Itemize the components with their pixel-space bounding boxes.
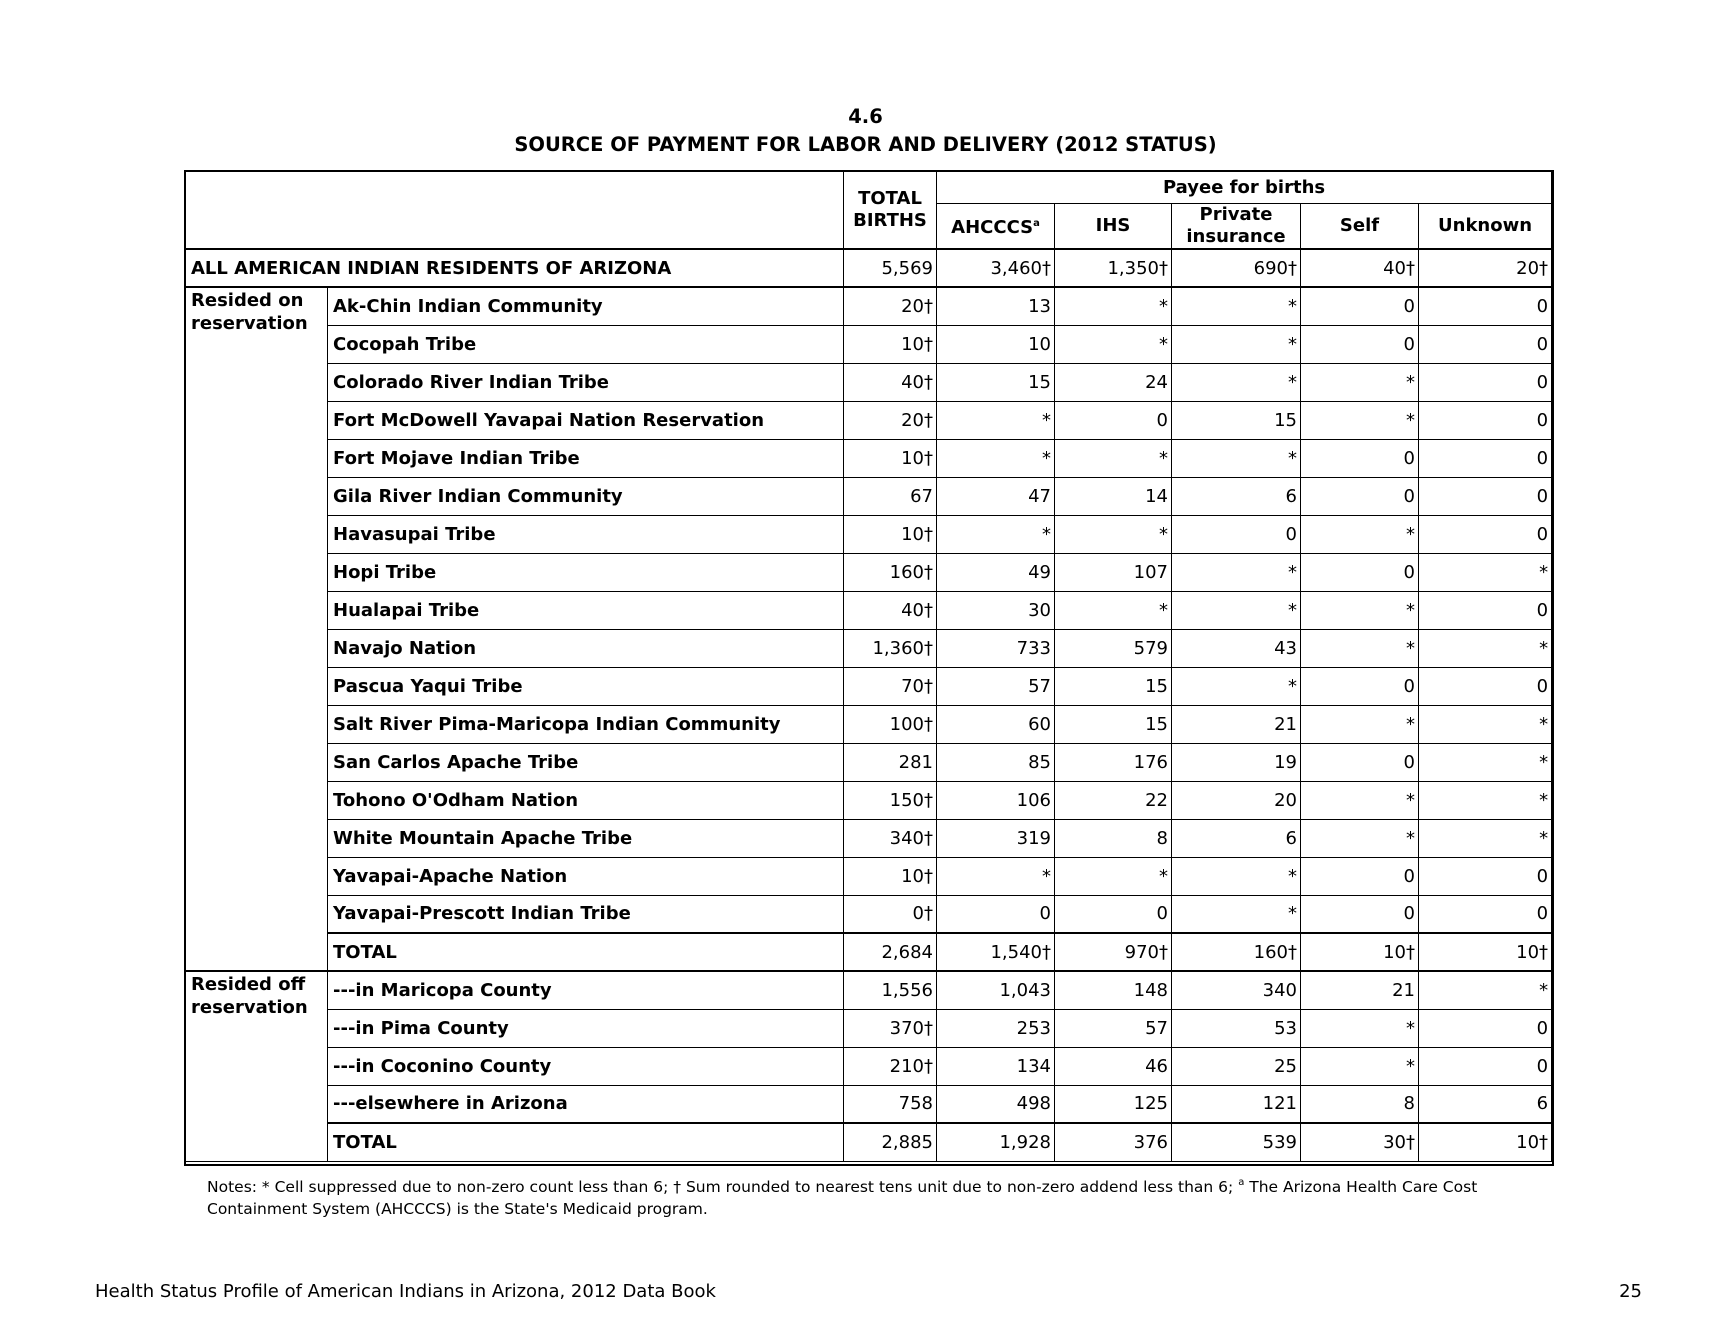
ahcccs-cell: 1,928 <box>937 1123 1055 1161</box>
ihs-cell: 14 <box>1055 477 1172 515</box>
header-total-births: TOTAL BIRTHS <box>844 172 937 250</box>
total-births-cell: 10† <box>844 439 937 477</box>
ihs-cell: 8 <box>1055 819 1172 857</box>
private-cell: * <box>1172 325 1301 363</box>
table-row <box>186 819 1552 857</box>
unknown-cell: 0 <box>1419 857 1552 895</box>
self-cell: 10† <box>1301 933 1419 971</box>
ihs-cell: * <box>1055 591 1172 629</box>
ihs-cell: 107 <box>1055 553 1172 591</box>
total-births-cell: 10† <box>844 325 937 363</box>
unknown-cell: * <box>1419 553 1552 591</box>
unknown-cell: * <box>1419 971 1552 1009</box>
total-births-cell: 5,569 <box>844 249 937 287</box>
total-births-cell: 150† <box>844 781 937 819</box>
ihs-cell: * <box>1055 287 1172 325</box>
table-heading: SOURCE OF PAYMENT FOR LABOR AND DELIVERY (2012 STATUS) <box>514 133 1217 156</box>
header-ihs: IHS <box>1055 204 1172 250</box>
self-cell: 0 <box>1301 895 1419 933</box>
private-cell: * <box>1172 553 1301 591</box>
self-cell: 0 <box>1301 439 1419 477</box>
ahcccs-cell: * <box>937 401 1055 439</box>
private-cell: * <box>1172 287 1301 325</box>
row-label: Hopi Tribe <box>328 553 844 591</box>
ahcccs-cell: 134 <box>937 1047 1055 1085</box>
private-cell: 53 <box>1172 1009 1301 1047</box>
ihs-cell: * <box>1055 439 1172 477</box>
header-payee-group: Payee for births <box>937 172 1552 204</box>
unknown-cell: * <box>1419 743 1552 781</box>
ahcccs-cell: * <box>937 515 1055 553</box>
unknown-cell: 0 <box>1419 401 1552 439</box>
header-row-1 <box>186 172 1552 204</box>
self-cell: * <box>1301 591 1419 629</box>
table-row <box>186 629 1552 667</box>
self-cell: * <box>1301 515 1419 553</box>
table-row <box>186 401 1552 439</box>
ahcccs-cell: * <box>937 857 1055 895</box>
ihs-cell: 0 <box>1055 895 1172 933</box>
table-row <box>186 667 1552 705</box>
self-cell: 30† <box>1301 1123 1419 1161</box>
unknown-cell: 0 <box>1419 477 1552 515</box>
row-label: Fort Mojave Indian Tribe <box>328 439 844 477</box>
row-label: Fort McDowell Yavapai Nation Reservation <box>328 401 844 439</box>
total-births-cell: 67 <box>844 477 937 515</box>
unknown-cell: 0 <box>1419 591 1552 629</box>
row-label: Salt River Pima-Maricopa Indian Community <box>328 705 844 743</box>
ahcccs-cell: 498 <box>937 1085 1055 1123</box>
ahcccs-cell: 0 <box>937 895 1055 933</box>
row-label: Gila River Indian Community <box>328 477 844 515</box>
ahcccs-cell: 13 <box>937 287 1055 325</box>
ihs-cell: 24 <box>1055 363 1172 401</box>
ahcccs-cell: 47 <box>937 477 1055 515</box>
row-label: Havasupai Tribe <box>328 515 844 553</box>
ahcccs-cell: * <box>937 439 1055 477</box>
private-cell: 21 <box>1172 705 1301 743</box>
row-label: ---in Maricopa County <box>328 971 844 1009</box>
ihs-cell: 579 <box>1055 629 1172 667</box>
total-births-cell: 40† <box>844 363 937 401</box>
table-row <box>186 1009 1552 1047</box>
payment-source-table <box>185 171 1552 1162</box>
total-births-cell: 10† <box>844 857 937 895</box>
self-cell: 8 <box>1301 1085 1419 1123</box>
total-row <box>186 933 1552 971</box>
table-row <box>186 1047 1552 1085</box>
row-label: Yavapai-Apache Nation <box>328 857 844 895</box>
ahcccs-cell: 253 <box>937 1009 1055 1047</box>
table-row <box>186 1085 1552 1123</box>
private-cell: * <box>1172 895 1301 933</box>
table-row <box>186 971 1552 1009</box>
private-cell: 43 <box>1172 629 1301 667</box>
self-cell: 0 <box>1301 743 1419 781</box>
ahcccs-cell: 85 <box>937 743 1055 781</box>
self-cell: * <box>1301 819 1419 857</box>
total-births-cell: 2,684 <box>844 933 937 971</box>
notes-text-2: The Arizona Health Care Cost Containment System (AHCCCS) is the State's Medicaid program. <box>207 1178 1478 1218</box>
table-row <box>186 591 1552 629</box>
self-cell: 0 <box>1301 477 1419 515</box>
total-births-cell: 1,556 <box>844 971 937 1009</box>
row-label: ---elsewhere in Arizona <box>328 1085 844 1123</box>
private-cell: * <box>1172 857 1301 895</box>
row-label: Cocopah Tribe <box>328 325 844 363</box>
self-cell: * <box>1301 705 1419 743</box>
header-unknown: Unknown <box>1419 204 1552 250</box>
row-label: Hualapai Tribe <box>328 591 844 629</box>
row-label: Yavapai-Prescott Indian Tribe <box>328 895 844 933</box>
private-cell: 340 <box>1172 971 1301 1009</box>
private-cell: * <box>1172 439 1301 477</box>
self-cell: * <box>1301 401 1419 439</box>
self-cell: 0 <box>1301 667 1419 705</box>
total-births-cell: 2,885 <box>844 1123 937 1161</box>
total-births-cell: 20† <box>844 401 937 439</box>
unknown-cell: 6 <box>1419 1085 1552 1123</box>
page-number: 25 <box>1619 1281 1642 1302</box>
table-number: 4.6 <box>848 105 883 128</box>
row-label: White Mountain Apache Tribe <box>328 819 844 857</box>
unknown-cell: 0 <box>1419 287 1552 325</box>
ahcccs-cell: 3,460† <box>937 249 1055 287</box>
table-row <box>186 705 1552 743</box>
table-row <box>186 287 1552 325</box>
total-births-cell: 1,360† <box>844 629 937 667</box>
unknown-cell: 0 <box>1419 439 1552 477</box>
unknown-cell: 10† <box>1419 933 1552 971</box>
unknown-cell: * <box>1419 705 1552 743</box>
header-self: Self <box>1301 204 1419 250</box>
total-births-cell: 210† <box>844 1047 937 1085</box>
private-cell: 539 <box>1172 1123 1301 1161</box>
private-cell: 690† <box>1172 249 1301 287</box>
row-label: Tohono O'Odham Nation <box>328 781 844 819</box>
self-cell: * <box>1301 781 1419 819</box>
unknown-cell: 0 <box>1419 895 1552 933</box>
ahcccs-cell: 1,540† <box>937 933 1055 971</box>
unknown-cell: 0 <box>1419 667 1552 705</box>
self-cell: 0 <box>1301 857 1419 895</box>
table-title <box>0 103 1731 159</box>
ihs-cell: 176 <box>1055 743 1172 781</box>
ihs-cell: 15 <box>1055 705 1172 743</box>
table-row <box>186 363 1552 401</box>
unknown-cell: 20† <box>1419 249 1552 287</box>
ihs-cell: 148 <box>1055 971 1172 1009</box>
total-births-cell: 281 <box>844 743 937 781</box>
table-row <box>186 553 1552 591</box>
row-label: Ak-Chin Indian Community <box>328 287 844 325</box>
row-label: TOTAL <box>328 1123 844 1161</box>
table-notes <box>207 1172 1537 1220</box>
ahcccs-cell: 60 <box>937 705 1055 743</box>
total-births-cell: 0† <box>844 895 937 933</box>
self-cell: 40† <box>1301 249 1419 287</box>
ahcccs-cell: 319 <box>937 819 1055 857</box>
row-label: ALL AMERICAN INDIAN RESIDENTS OF ARIZONA <box>186 249 844 287</box>
ahcccs-cell: 15 <box>937 363 1055 401</box>
ahcccs-cell: 49 <box>937 553 1055 591</box>
unknown-cell: 10† <box>1419 1123 1552 1161</box>
table-row <box>186 325 1552 363</box>
self-cell: * <box>1301 1009 1419 1047</box>
private-cell: 6 <box>1172 477 1301 515</box>
row-label: TOTAL <box>328 933 844 971</box>
self-cell: 0 <box>1301 325 1419 363</box>
ihs-cell: 970† <box>1055 933 1172 971</box>
unknown-cell: * <box>1419 819 1552 857</box>
table-row <box>186 515 1552 553</box>
ihs-cell: 1,350† <box>1055 249 1172 287</box>
ihs-cell: 376 <box>1055 1123 1172 1161</box>
private-cell: 19 <box>1172 743 1301 781</box>
table-row <box>186 477 1552 515</box>
row-label: ---in Pima County <box>328 1009 844 1047</box>
self-cell: * <box>1301 629 1419 667</box>
private-cell: 25 <box>1172 1047 1301 1085</box>
ahcccs-cell: 10 <box>937 325 1055 363</box>
notes-text-1: Notes: * Cell suppressed due to non-zero count less than 6; † Sum rounded to nearest tens unit due to non-zero addend less than 6; <box>207 1178 1234 1196</box>
group-label: Resided off reservation <box>186 971 328 1161</box>
row-label: San Carlos Apache Tribe <box>328 743 844 781</box>
table-row <box>186 781 1552 819</box>
total-births-cell: 20† <box>844 287 937 325</box>
unknown-cell: 0 <box>1419 1009 1552 1047</box>
total-births-cell: 160† <box>844 553 937 591</box>
header-blank-cell <box>186 172 844 250</box>
private-cell: 6 <box>1172 819 1301 857</box>
table-row <box>186 857 1552 895</box>
private-cell: * <box>1172 363 1301 401</box>
private-cell: * <box>1172 667 1301 705</box>
total-births-cell: 100† <box>844 705 937 743</box>
ahcccs-cell: 106 <box>937 781 1055 819</box>
ahcccs-cell: 733 <box>937 629 1055 667</box>
on-reservation-section <box>186 287 1552 971</box>
self-cell: 0 <box>1301 553 1419 591</box>
private-cell: 160† <box>1172 933 1301 971</box>
ihs-cell: * <box>1055 515 1172 553</box>
header-ahcccs: AHCCCS$^a$ <box>937 204 1055 250</box>
unknown-cell: * <box>1419 781 1552 819</box>
group-label: Resided on reservation <box>186 287 328 971</box>
self-cell: 0 <box>1301 287 1419 325</box>
row-label: Pascua Yaqui Tribe <box>328 667 844 705</box>
table-row <box>186 895 1552 933</box>
self-cell: 21 <box>1301 971 1419 1009</box>
total-births-cell: 370† <box>844 1009 937 1047</box>
total-births-cell: 758 <box>844 1085 937 1123</box>
private-cell: 121 <box>1172 1085 1301 1123</box>
ihs-cell: * <box>1055 857 1172 895</box>
unknown-cell: * <box>1419 629 1552 667</box>
footnote-marker: a <box>1033 218 1040 229</box>
ihs-cell: 46 <box>1055 1047 1172 1085</box>
unknown-cell: 0 <box>1419 1047 1552 1085</box>
ahcccs-cell: 30 <box>937 591 1055 629</box>
total-row <box>186 1123 1552 1161</box>
private-cell: 15 <box>1172 401 1301 439</box>
private-cell: * <box>1172 591 1301 629</box>
ahcccs-cell: 1,043 <box>937 971 1055 1009</box>
off-reservation-section <box>186 971 1552 1161</box>
private-cell: 0 <box>1172 515 1301 553</box>
ihs-cell: 22 <box>1055 781 1172 819</box>
row-label: Navajo Nation <box>328 629 844 667</box>
total-births-cell: 70† <box>844 667 937 705</box>
all-residents-row <box>186 249 1552 287</box>
header-private-insurance: Private insurance <box>1172 204 1301 250</box>
ihs-cell: * <box>1055 325 1172 363</box>
row-label: ---in Coconino County <box>328 1047 844 1085</box>
ihs-cell: 15 <box>1055 667 1172 705</box>
footer-title: Health Status Profile of American Indians in Arizona, 2012 Data Book <box>95 1281 716 1302</box>
notes-footnote-marker: a <box>1238 1177 1245 1188</box>
unknown-cell: 0 <box>1419 515 1552 553</box>
total-births-cell: 340† <box>844 819 937 857</box>
self-cell: * <box>1301 363 1419 401</box>
ihs-cell: 0 <box>1055 401 1172 439</box>
total-births-cell: 40† <box>844 591 937 629</box>
table-row <box>186 439 1552 477</box>
unknown-cell: 0 <box>1419 325 1552 363</box>
total-births-cell: 10† <box>844 515 937 553</box>
self-cell: * <box>1301 1047 1419 1085</box>
row-label: Colorado River Indian Tribe <box>328 363 844 401</box>
ihs-cell: 125 <box>1055 1085 1172 1123</box>
ihs-cell: 57 <box>1055 1009 1172 1047</box>
ahcccs-cell: 57 <box>937 667 1055 705</box>
private-cell: 20 <box>1172 781 1301 819</box>
unknown-cell: 0 <box>1419 363 1552 401</box>
table-row <box>186 743 1552 781</box>
